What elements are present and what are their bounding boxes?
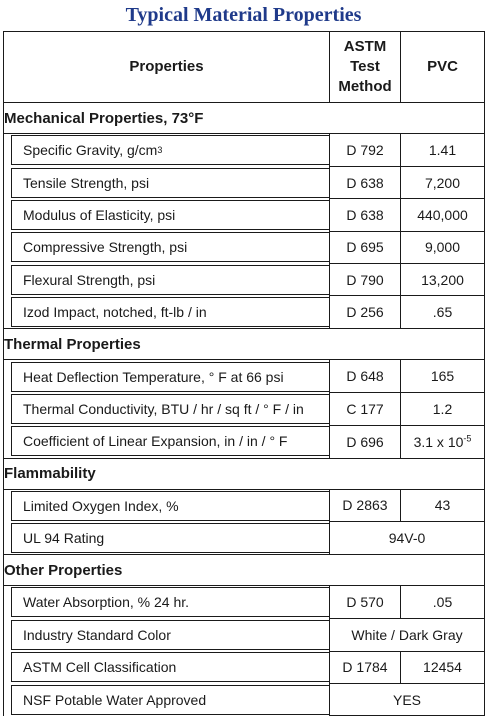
header-astm-line3: Method — [338, 78, 392, 95]
property-name — [11, 200, 329, 230]
property-name-text: Industry Standard Color — [23, 626, 171, 643]
property-cell — [4, 199, 330, 231]
pvc-value — [401, 166, 485, 198]
pvc-value-text: 3.1 x 10 — [413, 433, 464, 450]
merged-value: YES — [330, 683, 485, 715]
merged-value: 94V-0 — [330, 522, 485, 555]
property-name — [11, 232, 329, 262]
property-cell — [4, 231, 330, 263]
section-row — [4, 329, 485, 360]
property-name — [11, 426, 329, 456]
section-title: Flammability — [4, 458, 485, 489]
property-name — [11, 685, 329, 715]
property-name — [11, 491, 329, 521]
pvc-value — [401, 393, 485, 425]
property-name — [11, 523, 329, 553]
astm-method: D 790 — [330, 264, 401, 296]
property-cell — [4, 134, 330, 167]
table-body — [4, 103, 485, 716]
table-row — [4, 199, 485, 231]
table-row — [4, 619, 485, 651]
table-row — [4, 393, 485, 425]
pvc-value-text: 43 — [434, 497, 451, 514]
property-name — [11, 168, 329, 198]
table-row — [4, 683, 485, 715]
astm-method: D 570 — [330, 586, 401, 619]
property-cell — [4, 296, 330, 329]
property-name-text: Heat Deflection Temperature, ° F at 66 psi — [23, 368, 284, 385]
property-cell — [4, 522, 330, 555]
property-name-text: Thermal Conductivity, BTU / hr / sq ft / ° F / in — [23, 400, 304, 417]
property-cell — [4, 425, 330, 458]
property-name — [11, 652, 329, 682]
section-row — [4, 555, 485, 586]
pvc-value — [401, 586, 485, 619]
astm-method: D 256 — [330, 296, 401, 329]
astm-method: D 2863 — [330, 489, 401, 522]
property-cell — [4, 619, 330, 651]
property-name-text: Coefficient of Linear Expansion, in / in / ° F — [23, 433, 288, 450]
table-row — [4, 166, 485, 198]
property-cell — [4, 586, 330, 619]
pvc-value-text: .05 — [432, 594, 453, 611]
property-name-text: Modulus of Elasticity, psi — [23, 206, 176, 223]
header-properties: Properties — [4, 32, 330, 103]
property-cell — [4, 360, 330, 393]
property-name-text: Compressive Strength, psi — [23, 239, 188, 256]
header-astm-line2: Test — [350, 58, 380, 75]
properties-table — [3, 31, 485, 716]
property-name — [11, 620, 329, 650]
table-row — [4, 651, 485, 683]
pvc-value-text: 12454 — [423, 659, 462, 676]
pvc-value — [401, 489, 485, 522]
property-name-text: Izod Impact, notched, ft-lb / in — [23, 304, 207, 321]
astm-method: D 638 — [330, 199, 401, 231]
pvc-value — [401, 425, 485, 458]
astm-method: D 638 — [330, 166, 401, 198]
pvc-value — [401, 360, 485, 393]
property-cell — [4, 264, 330, 296]
table-row — [4, 586, 485, 619]
table-row — [4, 134, 485, 167]
table-row — [4, 264, 485, 296]
header-astm — [330, 32, 401, 103]
astm-method: D 648 — [330, 360, 401, 393]
section-row — [4, 103, 485, 134]
page-title: Typical Material Properties — [125, 4, 362, 26]
section-title: Mechanical Properties, 73°F — [4, 103, 485, 134]
property-name-text: Specific Gravity, g/cm — [23, 142, 158, 159]
table-row — [4, 522, 485, 555]
header-row — [4, 32, 485, 103]
pvc-value — [401, 231, 485, 263]
property-cell — [4, 683, 330, 715]
pvc-value-text: 440,000 — [417, 206, 468, 223]
property-name-text: Water Absorption, % 24 hr. — [23, 594, 190, 611]
property-name — [11, 297, 329, 327]
property-name-text: NSF Potable Water Approved — [23, 691, 207, 708]
pvc-value — [401, 134, 485, 167]
property-cell — [4, 393, 330, 425]
header-pvc: PVC — [401, 32, 485, 103]
section-title: Thermal Properties — [4, 329, 485, 360]
table-row — [4, 489, 485, 522]
table-row — [4, 231, 485, 263]
property-name: Specific Gravity, g/cm 3 — [11, 135, 329, 165]
property-name — [11, 587, 329, 617]
property-name-text: Flexural Strength, psi — [23, 271, 156, 288]
property-cell — [4, 651, 330, 683]
property-name — [11, 394, 329, 424]
pvc-value-text: 13,200 — [421, 271, 464, 288]
section-row — [4, 458, 485, 489]
pvc-value — [401, 651, 485, 683]
table-row — [4, 296, 485, 329]
pvc-value — [401, 296, 485, 329]
property-name-text: ASTM Cell Classification — [23, 659, 177, 676]
pvc-value-text: 7,200 — [424, 174, 461, 191]
merged-value: White / Dark Gray — [330, 619, 485, 651]
astm-method: D 696 — [330, 425, 401, 458]
astm-method: C 177 — [330, 393, 401, 425]
section-title: Other Properties — [4, 555, 485, 586]
pvc-value-text: .65 — [432, 304, 453, 321]
property-name-text: Tensile Strength, psi — [23, 174, 150, 191]
pvc-value-text: 165 — [430, 368, 455, 385]
property-cell — [4, 166, 330, 198]
pvc-value-text: 9,000 — [424, 239, 461, 256]
pvc-value-superscript: -5 — [463, 432, 472, 443]
property-cell — [4, 489, 330, 522]
property-name-text: UL 94 Rating — [23, 530, 105, 547]
astm-method: D 695 — [330, 231, 401, 263]
astm-method: D 1784 — [330, 651, 401, 683]
header-astm-line1: ASTM — [343, 38, 387, 55]
property-name — [11, 265, 329, 295]
table-row — [4, 360, 485, 393]
property-name — [11, 362, 329, 392]
property-name-text: Limited Oxygen Index, % — [23, 497, 179, 514]
pvc-value — [401, 264, 485, 296]
pvc-value — [401, 199, 485, 231]
table-row — [4, 425, 485, 458]
pvc-value-text: 1.2 — [432, 400, 453, 417]
pvc-value-text: 1.41 — [428, 141, 457, 158]
astm-method: D 792 — [330, 134, 401, 167]
